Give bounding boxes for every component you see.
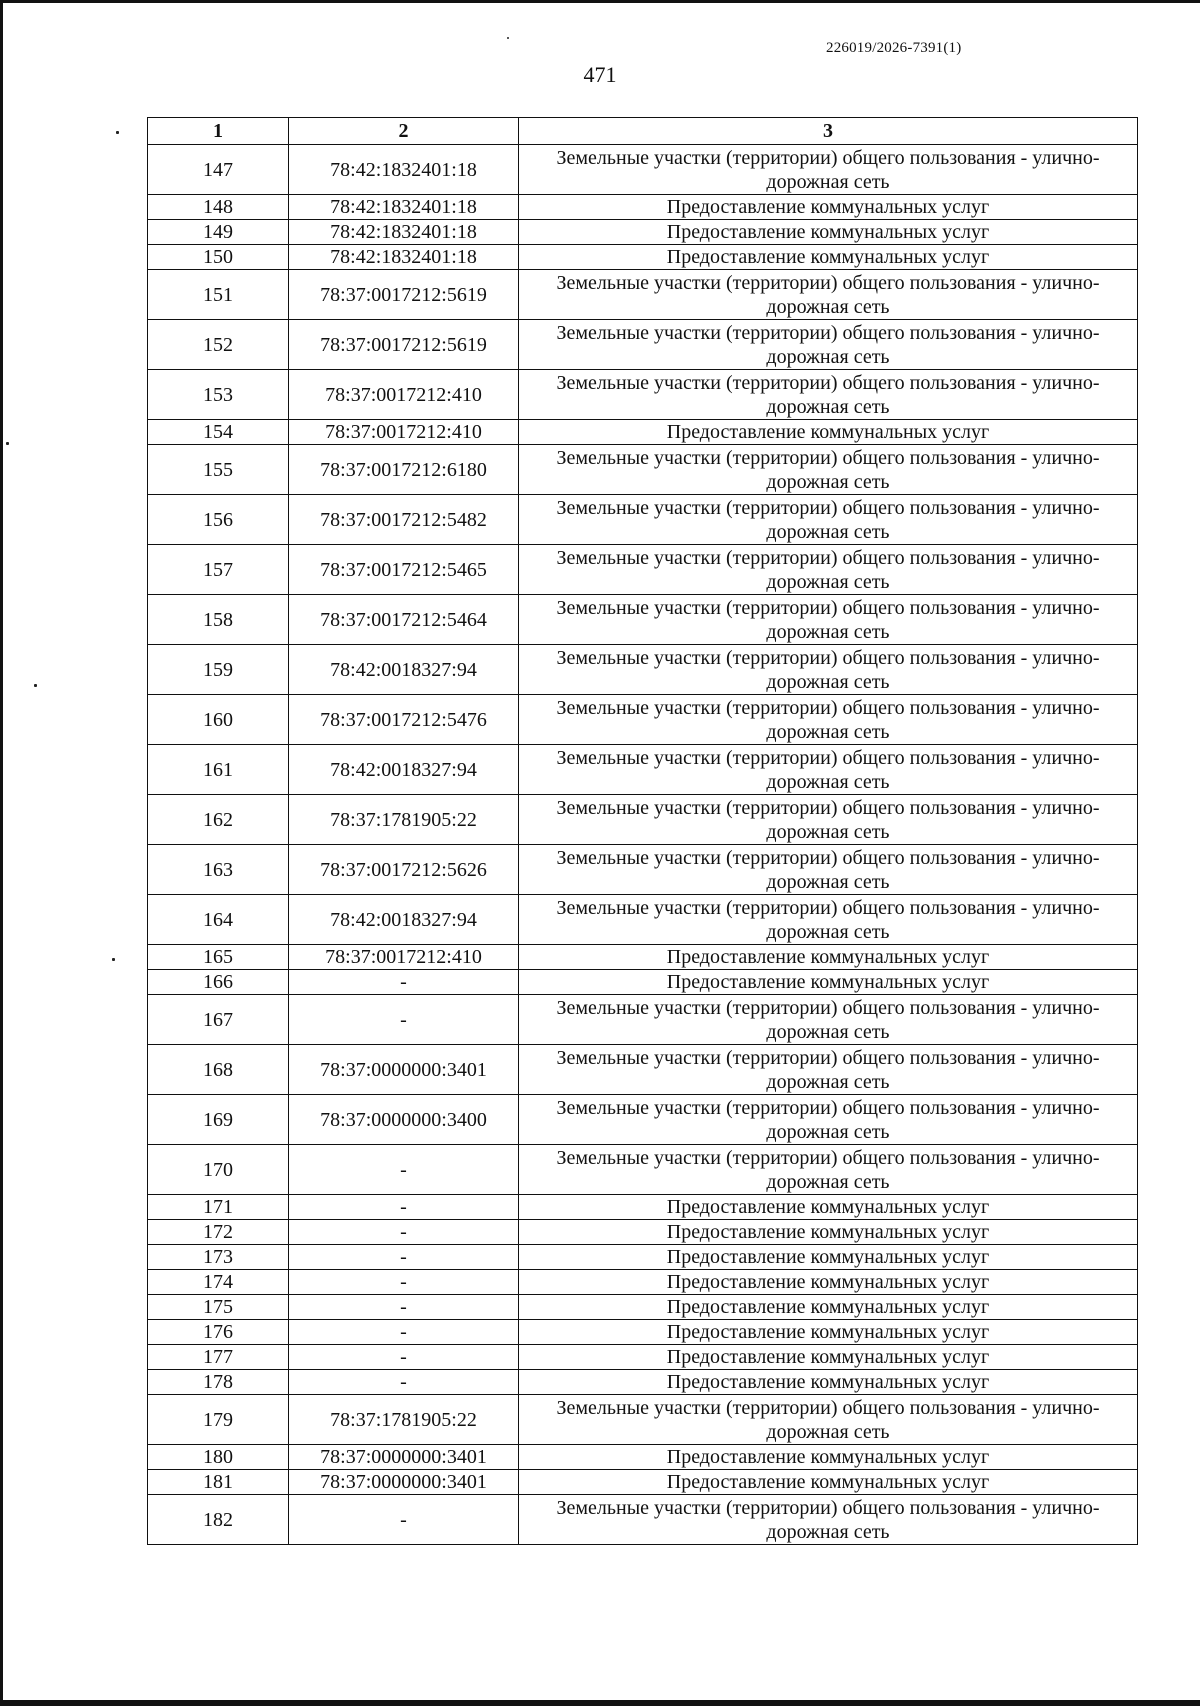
- cell-permitted-use: Земельные участки (территории) общего пользования - улично-дорожная сеть: [519, 595, 1138, 645]
- cell-permitted-use: Земельные участки (территории) общего пользования - улично-дорожная сеть: [519, 145, 1138, 195]
- cell-cadastral-number: 78:37:0017212:5482: [289, 495, 519, 545]
- cell-row-number: 167: [148, 995, 289, 1045]
- table-row: [148, 795, 1138, 845]
- scan-border-bottom: [0, 1700, 1200, 1706]
- table-row: [148, 1320, 1138, 1345]
- land-plot-table: [147, 117, 1138, 1545]
- cell-cadastral-number: 78:37:0000000:3401: [289, 1445, 519, 1470]
- cell-permitted-use: Земельные участки (территории) общего пользования - улично-дорожная сеть: [519, 1095, 1138, 1145]
- cell-permitted-use: Земельные участки (территории) общего пользования - улично-дорожная сеть: [519, 845, 1138, 895]
- cell-permitted-use: Земельные участки (территории) общего пользования - улично-дорожная сеть: [519, 795, 1138, 845]
- cell-permitted-use: Предоставление коммунальных услуг: [519, 1245, 1138, 1270]
- document-id: 226019/2026-7391(1): [826, 40, 962, 56]
- cell-cadastral-number: 78:37:0017212:410: [289, 370, 519, 420]
- cell-cadastral-number: -: [289, 1145, 519, 1195]
- cell-cadastral-number: 78:37:0017212:5464: [289, 595, 519, 645]
- cell-row-number: 164: [148, 895, 289, 945]
- cell-row-number: 159: [148, 645, 289, 695]
- cell-row-number: 181: [148, 1470, 289, 1495]
- cell-cadastral-number: 78:37:0000000:3400: [289, 1095, 519, 1145]
- table-row: [148, 1370, 1138, 1395]
- cell-row-number: 153: [148, 370, 289, 420]
- column-header-permitted-use: 3: [519, 118, 1138, 145]
- cell-cadastral-number: 78:37:0017212:5619: [289, 270, 519, 320]
- cell-permitted-use: Предоставление коммунальных услуг: [519, 945, 1138, 970]
- table-row: [148, 1245, 1138, 1270]
- cell-permitted-use: Предоставление коммунальных услуг: [519, 1195, 1138, 1220]
- cell-cadastral-number: 78:37:0000000:3401: [289, 1045, 519, 1095]
- cell-row-number: 166: [148, 970, 289, 995]
- table-row: [148, 1195, 1138, 1220]
- table-row: [148, 545, 1138, 595]
- cell-row-number: 171: [148, 1195, 289, 1220]
- table-row: [148, 695, 1138, 745]
- table-row: [148, 270, 1138, 320]
- cell-cadastral-number: 78:37:0000000:3401: [289, 1470, 519, 1495]
- cell-permitted-use: Земельные участки (территории) общего пользования - улично-дорожная сеть: [519, 1145, 1138, 1195]
- cell-permitted-use: Земельные участки (территории) общего пользования - улично-дорожная сеть: [519, 895, 1138, 945]
- cell-permitted-use: Земельные участки (территории) общего пользования - улично-дорожная сеть: [519, 745, 1138, 795]
- cell-cadastral-number: 78:37:0017212:5619: [289, 320, 519, 370]
- cell-cadastral-number: 78:37:1781905:22: [289, 795, 519, 845]
- cell-row-number: 156: [148, 495, 289, 545]
- table-row: [148, 445, 1138, 495]
- cell-cadastral-number: 78:37:0017212:5476: [289, 695, 519, 745]
- table-row: [148, 1095, 1138, 1145]
- page-number: 471: [583, 62, 617, 87]
- table-row: [148, 1495, 1138, 1545]
- scan-speck: [507, 37, 509, 39]
- cell-permitted-use: Земельные участки (территории) общего пользования - улично-дорожная сеть: [519, 1495, 1138, 1545]
- cell-cadastral-number: 78:37:0017212:5465: [289, 545, 519, 595]
- cell-permitted-use: Предоставление коммунальных услуг: [519, 1370, 1138, 1395]
- cell-row-number: 150: [148, 245, 289, 270]
- table-row: [148, 1295, 1138, 1320]
- cell-permitted-use: Земельные участки (территории) общего пользования - улично-дорожная сеть: [519, 495, 1138, 545]
- table-row: [148, 1470, 1138, 1495]
- cell-permitted-use: Земельные участки (территории) общего пользования - улично-дорожная сеть: [519, 695, 1138, 745]
- cell-cadastral-number: -: [289, 1270, 519, 1295]
- cell-permitted-use: Предоставление коммунальных услуг: [519, 1320, 1138, 1345]
- cell-permitted-use: Земельные участки (территории) общего пользования - улично-дорожная сеть: [519, 270, 1138, 320]
- scan-border-left: [0, 0, 3, 1706]
- scan-border-top: [0, 0, 1200, 3]
- cell-permitted-use: Предоставление коммунальных услуг: [519, 1470, 1138, 1495]
- cell-permitted-use: Предоставление коммунальных услуг: [519, 1270, 1138, 1295]
- table-row: [148, 220, 1138, 245]
- table-row: [148, 645, 1138, 695]
- column-header-cadastral: 2: [289, 118, 519, 145]
- cell-cadastral-number: -: [289, 1495, 519, 1545]
- cell-permitted-use: Земельные участки (территории) общего пользования - улично-дорожная сеть: [519, 370, 1138, 420]
- cell-cadastral-number: -: [289, 1220, 519, 1245]
- cell-row-number: 177: [148, 1345, 289, 1370]
- cell-permitted-use: Предоставление коммунальных услуг: [519, 1220, 1138, 1245]
- cell-permitted-use: Земельные участки (территории) общего пользования - улично-дорожная сеть: [519, 320, 1138, 370]
- scan-speck: [116, 131, 119, 134]
- cell-row-number: 180: [148, 1445, 289, 1470]
- cell-cadastral-number: 78:42:1832401:18: [289, 220, 519, 245]
- cell-row-number: 148: [148, 195, 289, 220]
- cell-permitted-use: Земельные участки (территории) общего пользования - улично-дорожная сеть: [519, 1395, 1138, 1445]
- cell-cadastral-number: -: [289, 1245, 519, 1270]
- table-row: [148, 1445, 1138, 1470]
- table-row: [148, 320, 1138, 370]
- cell-cadastral-number: -: [289, 1345, 519, 1370]
- table-row: [148, 1045, 1138, 1095]
- column-header-number: 1: [148, 118, 289, 145]
- cell-permitted-use: Земельные участки (территории) общего пользования - улично-дорожная сеть: [519, 645, 1138, 695]
- table-body: [148, 145, 1138, 1545]
- cell-row-number: 157: [148, 545, 289, 595]
- scan-speck: [6, 442, 9, 445]
- table-row: [148, 945, 1138, 970]
- cell-cadastral-number: -: [289, 1370, 519, 1395]
- table-row: [148, 895, 1138, 945]
- cell-permitted-use: Предоставление коммунальных услуг: [519, 220, 1138, 245]
- table-row: [148, 495, 1138, 545]
- cell-cadastral-number: 78:42:1832401:18: [289, 195, 519, 220]
- cell-row-number: 168: [148, 1045, 289, 1095]
- cell-row-number: 176: [148, 1320, 289, 1345]
- table-row: [148, 195, 1138, 220]
- table-row: [148, 145, 1138, 195]
- cell-row-number: 174: [148, 1270, 289, 1295]
- table-row: [148, 1270, 1138, 1295]
- cell-row-number: 160: [148, 695, 289, 745]
- table-row: [148, 1145, 1138, 1195]
- cell-row-number: 172: [148, 1220, 289, 1245]
- cell-cadastral-number: 78:37:0017212:5626: [289, 845, 519, 895]
- cell-row-number: 178: [148, 1370, 289, 1395]
- cell-cadastral-number: 78:37:0017212:410: [289, 945, 519, 970]
- cell-cadastral-number: 78:37:0017212:6180: [289, 445, 519, 495]
- cell-permitted-use: Предоставление коммунальных услуг: [519, 195, 1138, 220]
- table-row: [148, 745, 1138, 795]
- cell-row-number: 158: [148, 595, 289, 645]
- table-header-row: [148, 118, 1138, 145]
- cell-cadastral-number: 78:42:0018327:94: [289, 645, 519, 695]
- table-row: [148, 1345, 1138, 1370]
- cell-row-number: 151: [148, 270, 289, 320]
- cell-cadastral-number: 78:42:1832401:18: [289, 245, 519, 270]
- cell-row-number: 173: [148, 1245, 289, 1270]
- table-row: [148, 1220, 1138, 1245]
- table-row: [148, 970, 1138, 995]
- cell-cadastral-number: -: [289, 1320, 519, 1345]
- cell-row-number: 161: [148, 745, 289, 795]
- cell-cadastral-number: -: [289, 1295, 519, 1320]
- cell-row-number: 154: [148, 420, 289, 445]
- cell-permitted-use: Предоставление коммунальных услуг: [519, 420, 1138, 445]
- cell-permitted-use: Предоставление коммунальных услуг: [519, 970, 1138, 995]
- scan-speck: [112, 958, 115, 961]
- cell-permitted-use: Предоставление коммунальных услуг: [519, 1295, 1138, 1320]
- cell-row-number: 170: [148, 1145, 289, 1195]
- cell-cadastral-number: -: [289, 995, 519, 1045]
- cell-cadastral-number: -: [289, 1195, 519, 1220]
- cell-row-number: 165: [148, 945, 289, 970]
- cell-row-number: 179: [148, 1395, 289, 1445]
- cell-row-number: 182: [148, 1495, 289, 1545]
- cell-row-number: 163: [148, 845, 289, 895]
- table-row: [148, 420, 1138, 445]
- cell-permitted-use: Предоставление коммунальных услуг: [519, 1445, 1138, 1470]
- cell-cadastral-number: 78:37:0017212:410: [289, 420, 519, 445]
- cell-permitted-use: Земельные участки (территории) общего пользования - улично-дорожная сеть: [519, 545, 1138, 595]
- table-row: [148, 370, 1138, 420]
- table-row: [148, 245, 1138, 270]
- scan-speck: [34, 684, 37, 687]
- cell-permitted-use: Земельные участки (территории) общего пользования - улично-дорожная сеть: [519, 445, 1138, 495]
- table-row: [148, 595, 1138, 645]
- cell-permitted-use: Предоставление коммунальных услуг: [519, 1345, 1138, 1370]
- cell-permitted-use: Предоставление коммунальных услуг: [519, 245, 1138, 270]
- cell-cadastral-number: 78:42:0018327:94: [289, 895, 519, 945]
- cell-cadastral-number: 78:42:1832401:18: [289, 145, 519, 195]
- table-row: [148, 995, 1138, 1045]
- cell-row-number: 149: [148, 220, 289, 245]
- cell-row-number: 152: [148, 320, 289, 370]
- table-row: [148, 845, 1138, 895]
- cell-cadastral-number: 78:37:1781905:22: [289, 1395, 519, 1445]
- cell-cadastral-number: -: [289, 970, 519, 995]
- cell-permitted-use: Земельные участки (территории) общего пользования - улично-дорожная сеть: [519, 1045, 1138, 1095]
- cell-permitted-use: Земельные участки (территории) общего пользования - улично-дорожная сеть: [519, 995, 1138, 1045]
- cell-row-number: 147: [148, 145, 289, 195]
- cell-row-number: 162: [148, 795, 289, 845]
- cell-row-number: 175: [148, 1295, 289, 1320]
- cell-row-number: 169: [148, 1095, 289, 1145]
- cell-row-number: 155: [148, 445, 289, 495]
- cell-cadastral-number: 78:42:0018327:94: [289, 745, 519, 795]
- table-row: [148, 1395, 1138, 1445]
